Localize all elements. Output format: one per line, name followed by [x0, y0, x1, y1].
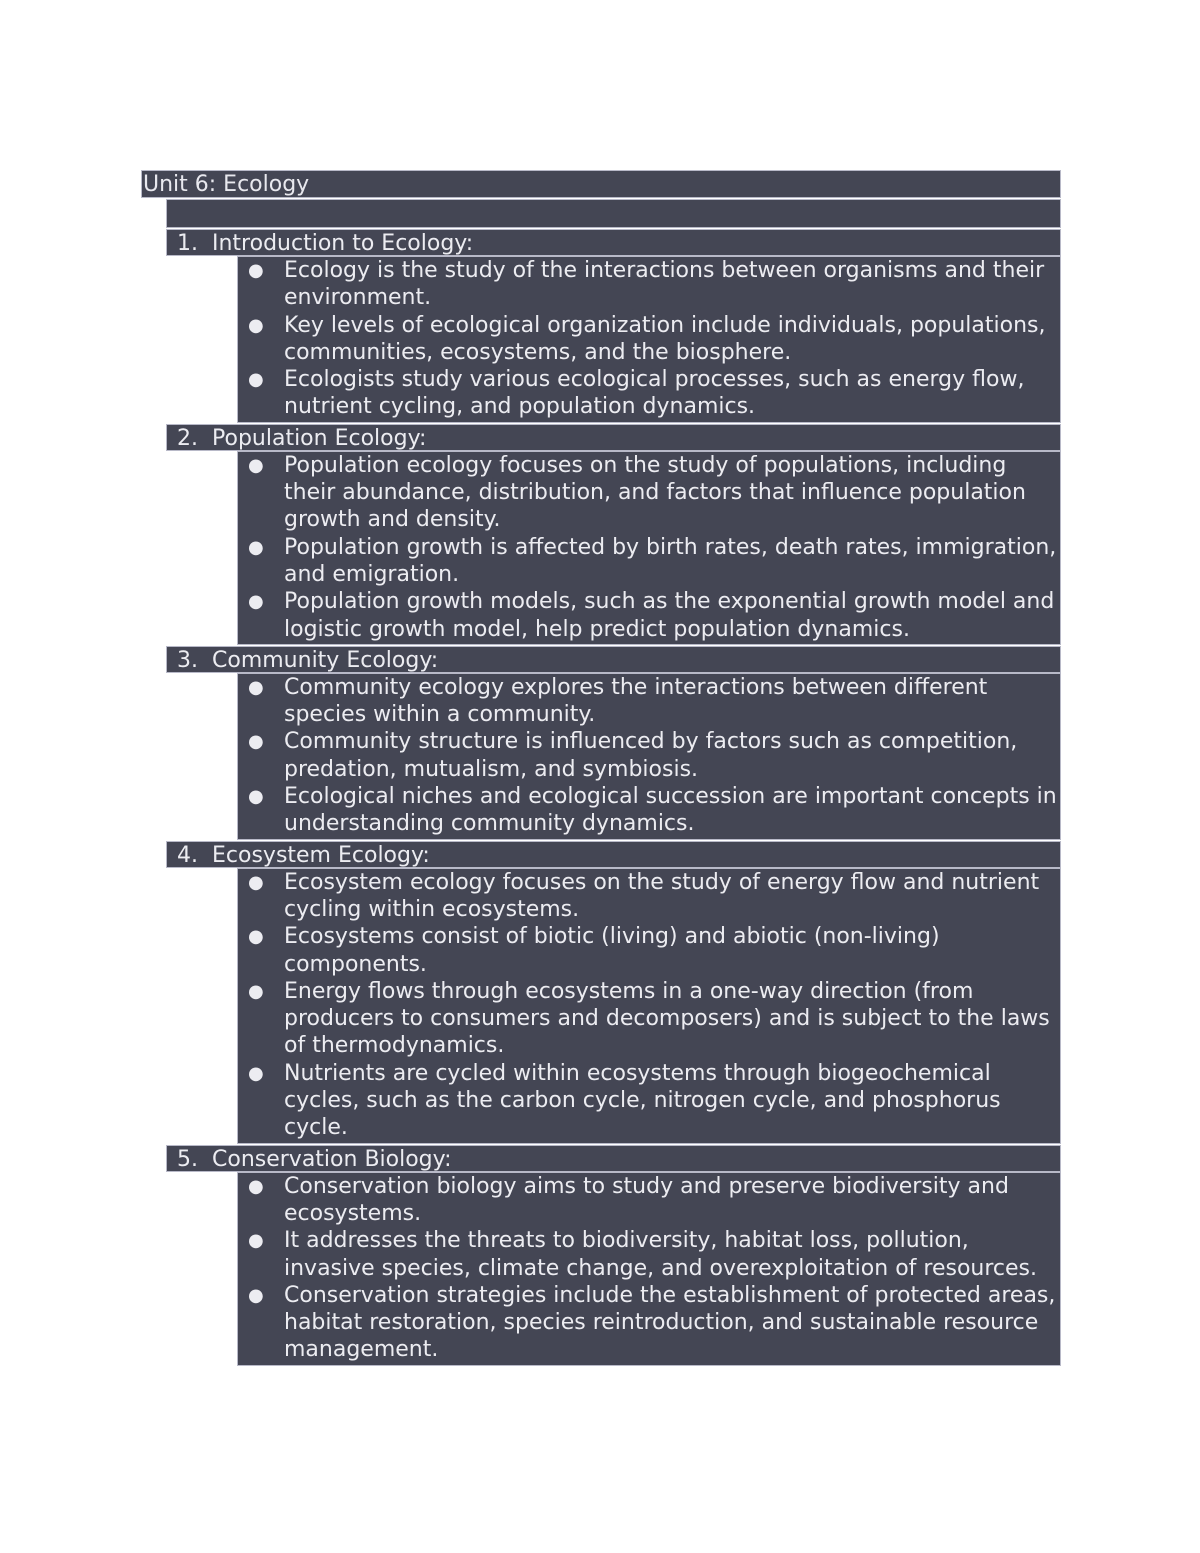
bullet-text: Key levels of ecological organization include individuals, populations, communities, ecosystems, and the biosphere. [284, 312, 1046, 365]
section-title: Conservation Biology: [212, 1146, 452, 1172]
bullet-dot-icon: ● [248, 926, 264, 948]
section-title: Introduction to Ecology: [212, 231, 474, 256]
bullet-item [238, 588, 1060, 643]
bullet-dot-icon: ● [248, 1062, 264, 1084]
bullet-item [238, 869, 1060, 924]
section-heading [166, 841, 1061, 868]
section-title: Population Ecology: [212, 425, 427, 451]
bullet-item [238, 1060, 1060, 1142]
bullet-list [237, 1172, 1061, 1366]
bullet-text: Community structure is influenced by factors such as competition, predation, mutualism, and symbiosis. [284, 729, 1018, 782]
bullet-text: Ecological niches and ecological succession are important concepts in understanding community dynamics. [284, 784, 1057, 837]
document [141, 170, 1061, 1367]
section-title: Community Ecology: [212, 647, 439, 673]
bullet-item [238, 534, 1060, 589]
bullet-item [238, 978, 1060, 1060]
section-number: 5. [177, 1146, 198, 1172]
bullet-dot-icon: ● [248, 1284, 264, 1306]
bullet-item [238, 366, 1060, 421]
bullet-text: Population ecology focuses on the study of populations, including their abundance, distribution, and factors that influence population growth and density. [284, 452, 1026, 533]
bullet-dot-icon: ● [248, 536, 264, 558]
bullet-list [237, 673, 1061, 840]
bullet-item [238, 1173, 1060, 1228]
bullet-text: Community ecology explores the interactions between different species within a community. [284, 674, 988, 728]
section-heading [166, 424, 1061, 451]
bullet-list [237, 868, 1061, 1144]
bullet-list [237, 256, 1061, 423]
bullet-dot-icon: ● [248, 260, 264, 281]
bullet-text: Population growth models, such as the exponential growth model and logistic growth model, help predict population dynamics. [284, 589, 1055, 642]
bullet-dot-icon: ● [248, 676, 264, 698]
section-number: 4. [177, 842, 198, 868]
bullet-text: Conservation biology aims to study and preserve biodiversity and ecosystems. [284, 1173, 1009, 1226]
section-heading [166, 229, 1061, 256]
section-heading [166, 646, 1061, 673]
bullet-item [238, 257, 1060, 312]
bullet-text: Conservation strategies include the establishment of protected areas, habitat restoration, species reintroduction, and sustainable resource management. [284, 1282, 1056, 1363]
section-number: 3. [177, 647, 198, 673]
bullet-text: Ecosystems consist of biotic (living) and abiotic (non-living) components. [284, 924, 940, 977]
bullet-item [238, 674, 1060, 729]
bullet-dot-icon: ● [248, 1230, 264, 1252]
bullet-dot-icon: ● [248, 454, 264, 476]
bullet-text: Ecology is the study of the interactions between organisms and their environment. [284, 258, 1045, 311]
section-heading [166, 1145, 1061, 1172]
bullet-dot-icon: ● [248, 369, 264, 391]
bullet-item [238, 728, 1060, 783]
bullet-text: Ecologists study various ecological processes, such as energy flow, nutrient cycling, and population dynamics. [284, 367, 1025, 420]
bullet-dot-icon: ● [248, 871, 264, 893]
bullet-item [238, 923, 1060, 978]
document-title: Unit 6: Ecology [141, 170, 1061, 198]
bullet-dot-icon: ● [248, 314, 264, 336]
bullet-text: Energy flows through ecosystems in a one-way direction (from producers to consumers and decomposers) and is subject to the laws of thermodynamics. [284, 978, 1050, 1059]
section-title: Ecosystem Ecology: [212, 842, 430, 868]
blank-row [166, 199, 1061, 228]
bullet-text: Population growth is affected by birth rates, death rates, immigration, and emigration. [284, 534, 1057, 587]
bullet-text: Nutrients are cycled within ecosystems through biogeochemical cycles, such as the carbon cycle, nitrogen cycle, and phosphorus cycle. [284, 1060, 1001, 1141]
bullet-item [238, 1227, 1060, 1282]
bullet-text: Ecosystem ecology focuses on the study of energy flow and nutrient cycling within ecosystems. [284, 869, 1040, 922]
section-number: 2. [177, 425, 198, 451]
bullet-dot-icon: ● [248, 786, 264, 808]
bullet-item [238, 452, 1060, 534]
bullet-item [238, 1282, 1060, 1364]
bullet-list [237, 451, 1061, 645]
bullet-dot-icon: ● [248, 1175, 264, 1197]
bullet-item [238, 783, 1060, 838]
bullet-text: It addresses the threats to biodiversity, habitat loss, pollution, invasive species, climate change, and overexploitation of resources. [284, 1228, 1037, 1281]
bullet-item [238, 312, 1060, 367]
bullet-dot-icon: ● [248, 591, 264, 613]
bullet-dot-icon: ● [248, 731, 264, 753]
section-number: 1. [177, 231, 198, 256]
bullet-dot-icon: ● [248, 980, 264, 1002]
sections-list [141, 229, 1061, 1366]
